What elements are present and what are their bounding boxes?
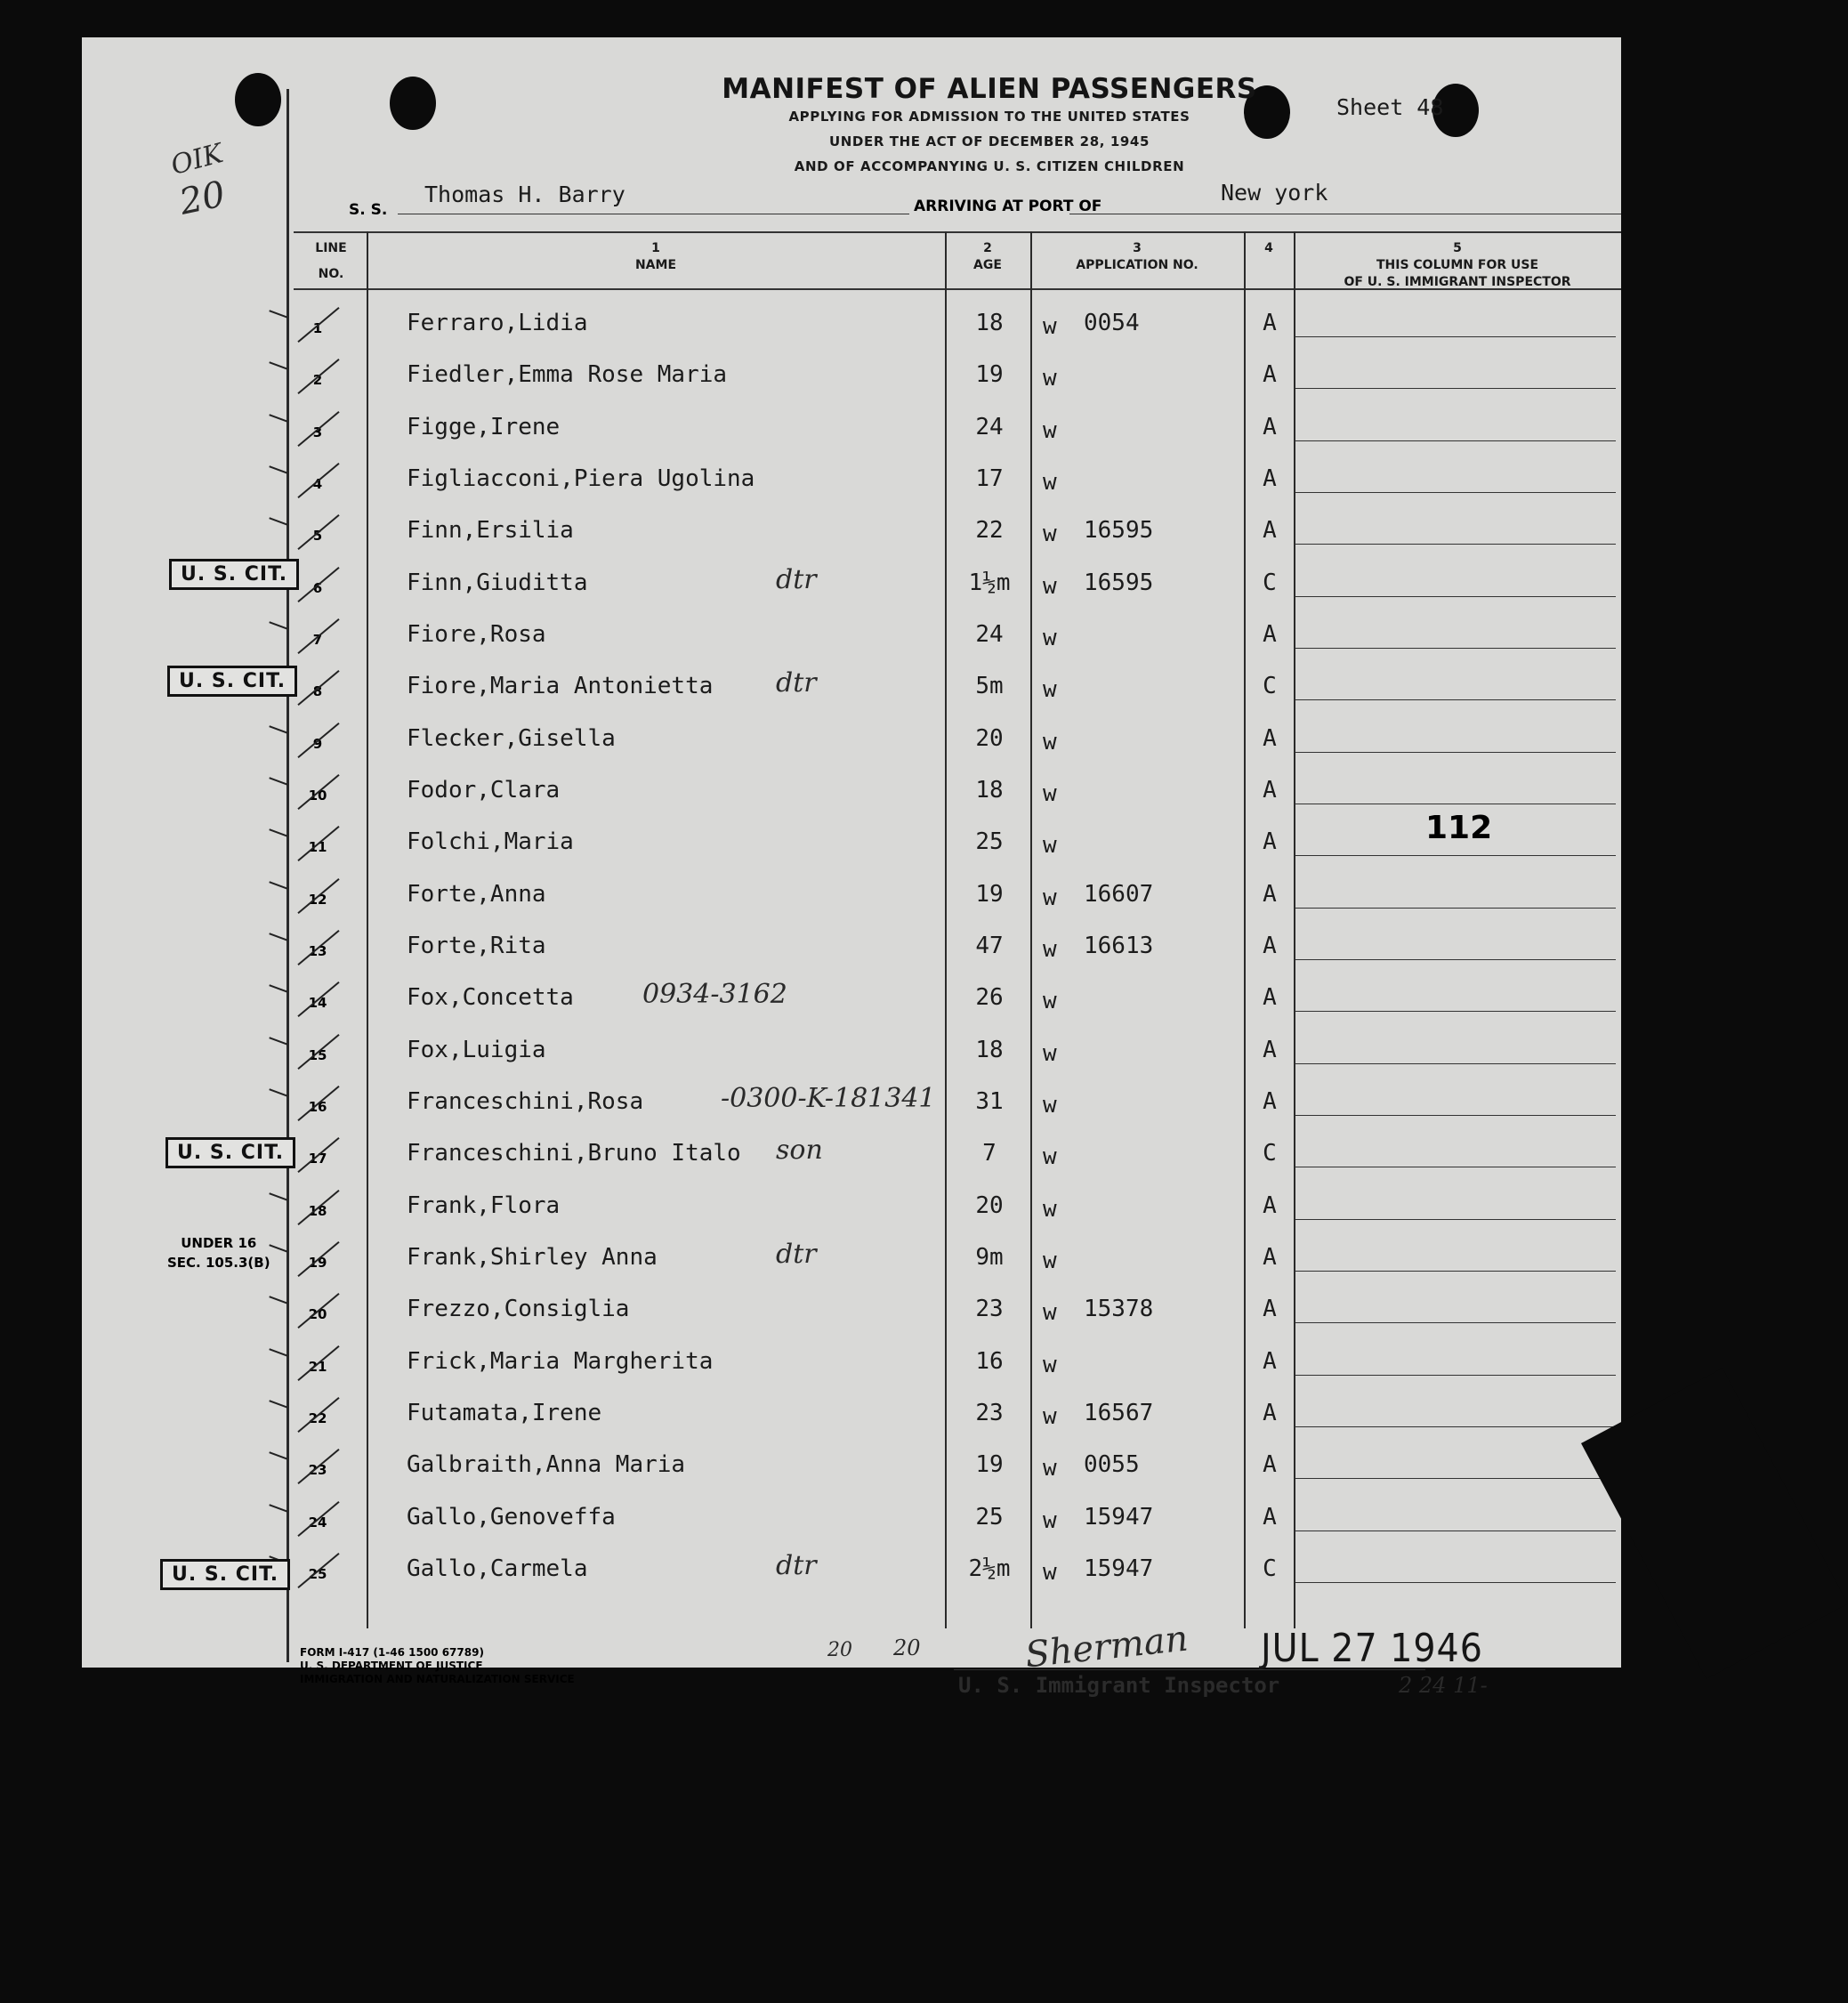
inspector-line [1295,1219,1616,1220]
us-citizen-stamp: U. S. CIT. [165,1137,295,1168]
inspector-line [1295,752,1616,753]
admission-class: A [1263,724,1277,752]
passenger-age: 1½m [968,569,1011,596]
passenger-race: w [1043,1351,1057,1378]
passenger-race: w [1043,988,1057,1015]
line-number: 24 [308,1514,327,1531]
passenger-age: 25 [975,828,1004,856]
handwritten-note: dtr [776,667,817,699]
inspector-line [1295,1426,1616,1427]
col-name-label: NAME [634,258,677,272]
tick-mark [269,465,287,473]
passenger-name: Galbraith,Anna Maria [407,1451,686,1479]
passenger-age: 22 [975,517,1004,545]
table-row [82,768,1621,820]
inspector-line [1295,1115,1616,1116]
tick-mark [269,777,287,785]
passenger-race: w [1043,884,1057,911]
tick-mark [269,881,287,889]
us-citizen-stamp: U. S. CIT. [160,1559,290,1590]
us-citizen-stamp: U. S. CIT. [169,559,299,590]
passenger-race: w [1043,1195,1057,1223]
passenger-age: 47 [975,933,1004,959]
hand-note-20b: 20 [893,1636,921,1660]
manifest-subtitle-1: APPLYING FOR ADMISSION TO THE UNITED STATES [788,109,1190,125]
form-footer [300,1646,575,1686]
line-number: 13 [308,943,327,959]
tick-mark [269,621,287,629]
line-number: 10 [308,787,327,804]
col-age [945,240,1030,274]
application-number: 16595 [1084,569,1154,596]
passenger-name: Fox,Luigia [407,1036,546,1063]
tick-mark [269,1348,287,1356]
passenger-name: Fiedler,Emma Rose Maria [407,361,728,389]
punch-hole [235,73,281,126]
admission-class: A [1263,1347,1277,1375]
port-name: New york [1221,180,1328,206]
tick-mark [269,725,287,733]
application-number: 16567 [1084,1400,1154,1426]
passenger-age: 20 [975,1191,1004,1219]
line-number: 23 [308,1462,327,1479]
ship-name: Thomas H. Barry [424,182,625,207]
tick-mark [269,518,287,526]
inspector-line [1295,492,1616,493]
admission-class: C [1263,569,1277,596]
table-row [82,1287,1621,1338]
line-number: 7 [312,632,323,648]
us-citizen-stamp: U. S. CIT. [167,666,297,697]
inspector-label: U. S. Immigrant Inspector [958,1673,1280,1698]
table-row [82,1547,1621,1598]
col-inspector-line2: OF U. S. IMMIGRANT INSPECTOR [1344,275,1571,289]
line-number: 20 [308,1306,327,1323]
passenger-race: w [1043,1092,1057,1119]
inspector-line [1295,1063,1616,1064]
hand-note-20a: 20 [827,1639,852,1661]
line-number: 16 [308,1099,327,1115]
inspector-line [1295,1375,1616,1376]
inspector-line [1295,1271,1616,1272]
manifest-subtitle-3: AND OF ACCOMPANYING U. S. CITIZEN CHILDREN [794,158,1185,174]
passenger-race: w [1043,1299,1057,1327]
line-number: 4 [312,476,323,492]
admission-class: A [1263,1296,1277,1323]
col-age-number: 2 [983,241,992,255]
col-inspector-number: 5 [1453,241,1462,255]
passenger-age: 19 [975,1451,1004,1479]
admission-class: A [1263,1191,1277,1219]
tick-mark [269,829,287,837]
line-number: 1 [312,320,323,336]
col-line-no [295,240,367,283]
tick-mark [269,362,287,370]
passenger-race: w [1043,365,1057,392]
passenger-name: Forte,Rita [407,933,546,959]
line-number: 18 [308,1202,327,1219]
line-number: 15 [308,1046,327,1063]
line-number: 14 [308,995,327,1012]
passenger-age: 23 [975,1400,1004,1426]
passenger-age: 2½m [968,1555,1011,1582]
passenger-age: 18 [975,310,1004,336]
under-16-line1: UNDER 16 [181,1235,257,1251]
passenger-name: Gallo,Genoveffa [407,1503,616,1531]
passenger-name: Futamata,Irene [407,1400,602,1426]
admission-class: C [1263,1555,1277,1582]
form-service: IMMIGRATION AND NATURALIZATION SERVICE [300,1673,575,1685]
passenger-age: 24 [975,413,1004,440]
table-row [82,1495,1621,1547]
passenger-race: w [1043,1403,1057,1430]
passenger-age: 17 [975,465,1004,492]
col-application-number: 3 [1133,241,1142,255]
admission-class: A [1263,880,1277,908]
passenger-age: 19 [975,361,1004,389]
table-row [82,975,1621,1027]
tick-mark [269,1037,287,1045]
hand-note-right: 2 24 11- [1399,1673,1488,1698]
application-number: 15378 [1084,1296,1154,1323]
admission-class: A [1263,517,1277,545]
admission-class: A [1263,828,1277,856]
tick-mark [269,1452,287,1460]
inspector-line [1295,596,1616,597]
passenger-name: Fox,Concetta [407,984,574,1012]
passenger-age: 16 [975,1347,1004,1375]
inspector-line [1295,1322,1616,1323]
tick-mark [269,1192,287,1200]
passenger-race: w [1043,416,1057,444]
table-top-rule [294,231,1621,233]
tick-mark [269,1400,287,1408]
col-inspector-line1: THIS COLUMN FOR USE [1376,258,1539,272]
passenger-age: 18 [975,777,1004,804]
col-no-label: NO. [318,267,344,281]
passenger-age: 25 [975,1503,1004,1531]
manifest-subtitle-2: UNDER THE ACT OF DECEMBER 28, 1945 [828,133,1150,149]
admission-class: A [1263,1400,1277,1426]
corner-note-top: OIK [167,137,227,182]
line-number: 17 [308,1151,327,1167]
under-16-stamp [167,1233,270,1272]
col-name [367,240,945,274]
table-row [82,1391,1621,1442]
passenger-name: Ferraro,Lidia [407,310,588,336]
passenger-age: 24 [975,621,1004,648]
inspector-line [1295,440,1616,441]
line-number: 3 [312,424,323,440]
passenger-name: Flecker,Gisella [407,724,616,752]
under-16-line2: SEC. 105.3(B) [167,1255,270,1271]
line-number: 8 [312,683,323,700]
passenger-race: w [1043,469,1057,496]
passenger-race: w [1043,313,1057,340]
col-class [1244,240,1294,257]
passenger-name: Frank,Shirley Anna [407,1244,658,1271]
admission-class: A [1263,361,1277,389]
corner-note-bottom: 20 [175,174,230,223]
table-row [82,1442,1621,1494]
passenger-name: Fodor,Clara [407,777,561,804]
tick-mark [269,985,287,993]
passenger-name: Fiore,Maria Antonietta [407,673,714,700]
passenger-race: w [1043,521,1057,548]
line-number: 9 [312,735,323,752]
tick-mark [269,1296,287,1304]
inspector-note: 112 [1425,810,1493,846]
passenger-race: w [1043,1248,1057,1274]
inspector-line [1295,908,1616,909]
passenger-name: Folchi,Maria [407,828,574,856]
inspector-line [1295,388,1616,389]
date-stamp: JUL 27 1946 [1261,1626,1483,1671]
tick-mark [269,414,287,422]
handwritten-note: dtr [776,563,817,595]
passenger-name: Franceschini,Rosa [407,1088,644,1115]
table-row [82,924,1621,975]
passenger-age: 5m [975,673,1004,700]
passenger-name: Gallo,Carmela [407,1555,588,1582]
col-name-number: 1 [651,241,660,255]
table-row [82,1183,1621,1235]
inspector-signature: Sherman [1023,1618,1190,1676]
passenger-race: w [1043,1455,1057,1482]
passenger-race: w [1043,1039,1057,1067]
passenger-race: w [1043,936,1057,963]
table-row [82,405,1621,456]
inspector-line [1295,1478,1616,1479]
passenger-race: w [1043,780,1057,807]
tick-mark [269,310,287,318]
passenger-name: Forte,Anna [407,880,546,908]
passenger-race: w [1043,1506,1057,1534]
passenger-name: Finn,Giuditta [407,569,588,596]
port-label: ARRIVING AT PORT OF [914,198,1102,215]
passenger-name: Frank,Flora [407,1191,561,1219]
admission-class: A [1263,621,1277,648]
line-number: 5 [312,528,323,545]
admission-class: A [1263,1451,1277,1479]
admission-class: A [1263,1088,1277,1115]
table-row [82,456,1621,508]
inspector-line [1295,648,1616,649]
col-age-label: AGE [973,258,1002,272]
col-application-label: APPLICATION NO. [1076,258,1198,272]
tick-mark [269,933,287,941]
line-number: 19 [308,1255,327,1271]
admission-class: A [1263,777,1277,804]
table-row [82,508,1621,560]
inspector-line [1295,544,1616,545]
passenger-race: w [1043,1559,1057,1586]
passenger-race: w [1043,1143,1057,1171]
table-row [82,1079,1621,1131]
form-department: U. S. DEPARTMENT OF JUSTICE [300,1660,483,1672]
line-number: 12 [308,891,327,908]
passenger-age: 7 [982,1140,997,1167]
admission-class: C [1263,673,1277,700]
passenger-race: w [1043,832,1057,860]
passenger-name: Finn,Ersilia [407,517,574,545]
col-application [1030,240,1244,274]
tick-mark [269,1088,287,1096]
manifest-title: MANIFEST OF ALIEN PASSENGERS [722,73,1257,105]
inspector-line [1295,855,1616,856]
application-number: 0054 [1084,310,1140,336]
passenger-race: w [1043,572,1057,600]
col-class-number: 4 [1264,241,1273,255]
admission-class: A [1263,310,1277,336]
passenger-race: w [1043,728,1057,755]
table-row [82,1339,1621,1391]
passenger-name: Frezzo,Consiglia [407,1296,630,1323]
table-row [82,872,1621,924]
line-number: 22 [308,1410,327,1426]
admission-class: A [1263,465,1277,492]
table-row [82,301,1621,352]
col-inspector [1294,240,1621,291]
passenger-age: 20 [975,724,1004,752]
handwritten-note: dtr [776,1239,817,1270]
punch-hole [390,77,436,130]
passenger-age: 18 [975,1036,1004,1063]
application-number: 16595 [1084,517,1154,545]
table-row [82,561,1621,612]
handwritten-note: dtr [776,1550,817,1581]
admission-class: A [1263,1503,1277,1531]
line-number: 21 [308,1358,327,1375]
passenger-race: w [1043,625,1057,651]
passenger-name: Figge,Irene [407,413,561,440]
table-row [82,1235,1621,1287]
passenger-age: 23 [975,1296,1004,1323]
passenger-name: Frick,Maria Margherita [407,1347,714,1375]
inspector-line [1295,1011,1616,1012]
admission-class: C [1263,1140,1277,1167]
table-row [82,1131,1621,1183]
admission-class: A [1263,1244,1277,1271]
passenger-age: 9m [975,1244,1004,1271]
table-row [82,716,1621,768]
application-number: 15947 [1084,1503,1154,1531]
passenger-age: 19 [975,880,1004,908]
handwritten-note: -0300-K-181341 [721,1083,936,1114]
tick-mark [269,1504,287,1512]
application-number: 16607 [1084,880,1154,908]
passenger-name: Franceschini,Bruno Italo [407,1140,741,1167]
line-number: 25 [308,1566,327,1582]
tick-mark [269,1244,287,1252]
inspector-line [1295,699,1616,700]
manifest-sheet [82,37,1621,1698]
table-row [82,352,1621,404]
sheet-number: Sheet 48 [1336,94,1444,120]
inspector-line [1295,336,1616,337]
handwritten-note: son [776,1135,823,1167]
inspector-line [1295,959,1616,960]
col-line-label: LINE [315,241,347,255]
passenger-age: 31 [975,1088,1004,1115]
form-number: FORM I-417 (1-46 1500 67789) [300,1646,484,1659]
signature-line [954,1669,1425,1670]
passenger-race: w [1043,676,1057,704]
inspector-line [1295,1582,1616,1583]
ss-label: S. S. [349,201,388,219]
line-number: 11 [308,839,327,856]
table-row [82,612,1621,664]
application-number: 0055 [1084,1451,1140,1479]
admission-class: A [1263,1036,1277,1063]
line-number: 6 [312,579,323,596]
admission-class: A [1263,413,1277,440]
passenger-name: Fiore,Rosa [407,621,546,648]
admission-class: A [1263,933,1277,959]
application-number: 15947 [1084,1555,1154,1582]
passenger-age: 26 [975,984,1004,1012]
table-row [82,1028,1621,1079]
table-row [82,664,1621,715]
admission-class: A [1263,984,1277,1012]
table-row [82,820,1621,871]
passenger-name: Figliacconi,Piera Ugolina [407,465,755,492]
handwritten-note: 0934-3162 [642,979,787,1011]
application-number: 16613 [1084,933,1154,959]
line-number: 2 [312,372,323,389]
